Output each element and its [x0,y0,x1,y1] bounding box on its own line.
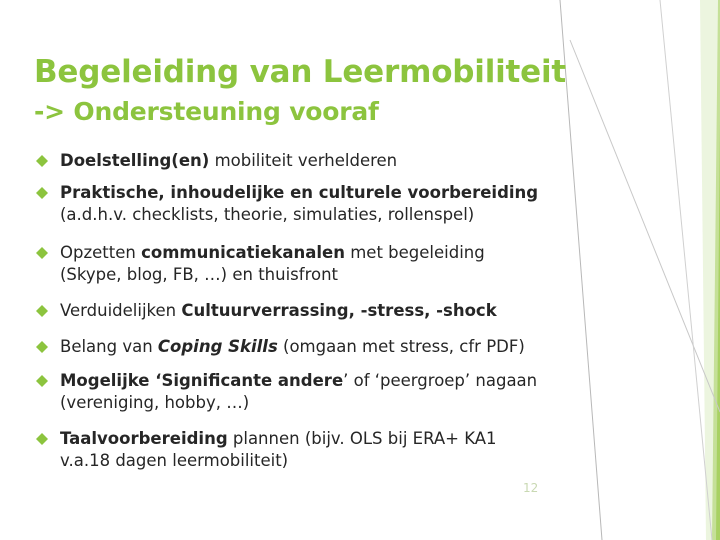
bullet-bold-text: Mogelijke ‘Significante andere [60,371,344,390]
bullet-text-line2: v.a.18 dagen leermobiliteit) [60,451,289,470]
bullet-text: plannen (bijv. OLS bij ERA+ KA1 [227,429,497,448]
bullet-text: (omgaan met stress, cfr PDF) [277,337,525,356]
bullet-item [36,300,580,322]
bullet-text: Belang van [60,337,158,356]
bullet-bold-text: communicatiekanalen [141,243,345,262]
diamond-bullet-icon [36,187,48,199]
bullet-item [36,242,580,286]
bullet-text-line2: (a.d.h.v. checklists, theorie, simulaties, rollenspel) [60,205,475,224]
bullet-text: Verduidelijken [60,301,182,320]
title-area [34,52,574,128]
bullet-item [36,428,580,472]
diamond-bullet-icon [36,375,48,387]
diamond-bullet-icon [36,341,48,353]
bullet-text: mobiliteit verhelderen [209,151,398,170]
bullet-bold-text: Praktische, inhoudelijke en culturele voorbereiding [60,183,539,202]
bullet-bold-text: Taalvoorbereiding [60,429,228,448]
bullet-text-line2: (vereniging, hobby, …) [60,393,250,412]
slide-subtitle: -> Ondersteuning vooraf [34,97,379,126]
page-number: 12 [523,481,539,495]
right-diagonal-line-2 [570,40,720,412]
bullet-bold-italic-text: Coping Skills [157,337,278,356]
bullet-bold-text: Doelstelling(en) [60,151,210,170]
bullet-item [36,150,397,172]
bullet-text-line2: (Skype, blog, FB, …) en thuisfront [60,265,339,284]
bullet-text: Opzetten [60,243,142,262]
bullet-item [36,370,580,414]
bullet-item [36,182,580,226]
bullet-text: ’ of ‘peergroep’ nagaan [343,371,538,390]
bullet-item [36,336,580,358]
diamond-bullet-icon [36,433,48,445]
diamond-bullet-icon [36,155,48,167]
diamond-bullet-icon [36,247,48,259]
diamond-bullet-icon [36,305,48,317]
bullet-bold-text: Cultuurverrassing, -stress, -shock [181,301,497,320]
bullet-text: met begeleiding [344,243,485,262]
slide-title: Begeleiding van Leermobiliteit [34,54,567,90]
